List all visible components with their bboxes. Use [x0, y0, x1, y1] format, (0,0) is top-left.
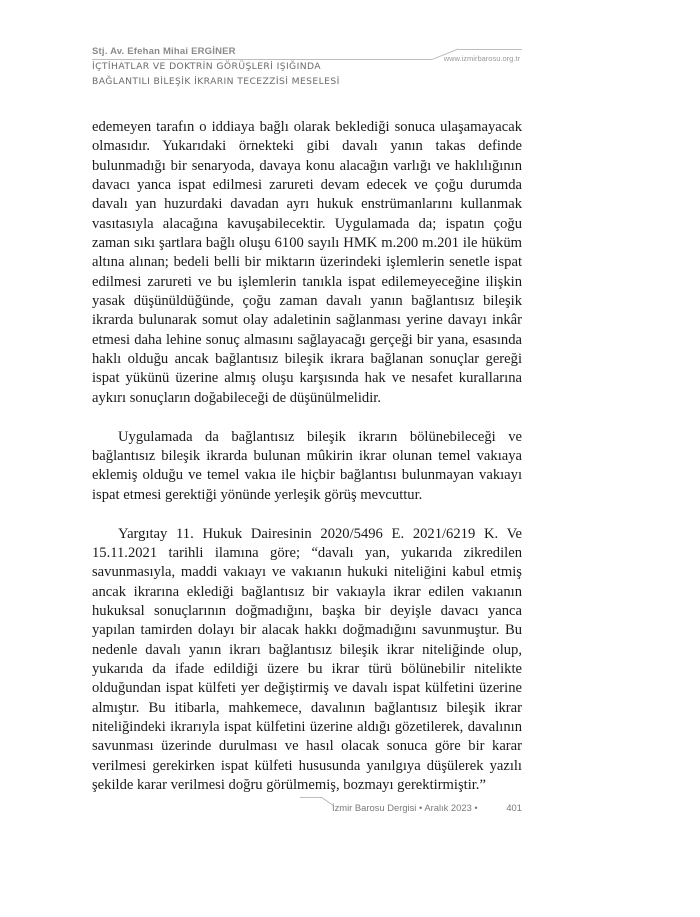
paragraph-court-decision: Yargıtay 11. Hukuk Dairesinin 2020/5496 E. 2021/6219 K. Ve 15.11.2021 tarihli ilamına göre; “davalı yan, yukarıda zikredilen savunmasıyla, maddi vakıayı ve vakıanın hukuki niteliğini kabul etmiş ancak ikrarına eklediği bağlantısız bir vakıayla ikrar edilen vakıanın hukuksal sonuçlarının doğmadığını, başka bir deyişle davacı yanca yapılan tamirden dolayı bir alacak hakkı doğmadığını savunmuştur. Bu nedenle davalı yanın ikrarı bağlantısız bileşik ikrar niteliğinde olup, yukarıda da ifade edildiği üzere bu ikrar türü bölünebilir nitelikte olduğundan ispat külfeti yer değiştirmiş ve davalı ispat külfetini üzerine almıştır. Bu itibarla, mahkemece, davalının bağlantısız bileşik ikrar niteliğindeki ikrarıyla ispat külfetini üzerine aldığı gözetilerek, davalının savunması üzerinde durulması ve hasıl olacak sonuca göre bir karar verilmesi gerekirken ispat külfeti hususunda yanılgıya düşülerek yazılı şekilde karar verilmesi doğru görülmemiş, bozmayı gerektirmiştir.”: [92, 525, 522, 793]
author-surname: ERGİNER: [191, 46, 236, 57]
paragraph-practice: Uygulamada da bağlantısız bileşik ikrarın bölünebileceği ve bağlantısız bileşik ikrarda bulunan mûkirin ikrar olunan temel vakıaya eklemiş olduğu ve temel vakıa ile hiçbir bağlantısı bulunmayan vakıayı ispat etmesi gerektiği yönünde yerleşik görüş mevcuttur.: [92, 428, 522, 503]
header-rule-right: [458, 49, 522, 50]
page-footer: [300, 797, 522, 817]
page-number: 401: [506, 802, 522, 813]
journal-info: İzmir Barosu Dergisi • Aralık 2023 •: [332, 802, 478, 813]
website-url[interactable]: www.izmirbarosu.org.tr: [443, 54, 520, 63]
article-title-line1: İÇTİHATLAR VE DOKTRİN GÖRÜŞLERİ IŞIĞINDA: [92, 61, 321, 72]
author-prefix: Stj. Av. Efehan Mihai: [92, 46, 192, 57]
page-header: [92, 46, 522, 96]
footer-rule: [300, 797, 322, 798]
article-body: [92, 118, 522, 795]
author-name: [92, 46, 236, 57]
article-title-line2: BAĞLANTILI BİLEŞİK İKRARIN TECEZZİSİ MESELESİ: [92, 76, 340, 87]
paragraph-continuation: edemeyen tarafın o iddiaya bağlı olarak beklediği sonuca ulaşamayacak olmasıdır. Yukarıdaki örnekteki gibi davalı yanın takas definde bulunmadığı bir senaryoda, davaya konu alacağın varlığı ve haklılığının davacı yanca ispat edilmesi zarureti devam edecek ve çoğu durumda davalı yan huzurdaki davadan ayrı hukuk enstrümanlarını kullanmak vasıtasıyla alacağına kavuşabilecektir. Uygulamada da; ispatın çoğu zaman sıkı şartlara bağlı oluşu 6100 sayılı HMK m.200 m.201 ile hüküm altına alınan; bedeli belli bir miktarın üzerindeki işlemlerin senetle ispat edilmesi zarureti ve bu işlemlerin tanıkla ispat edilemeyeceğine ilişkin yasak düşünüldüğünde, çoğu zaman davalı yanın bağlantısız bileşik ikrarda bulunarak somut olay adaletinin sağlanması yerine davayı inkâr etmesi daha lehine sonuç almasını sağlayacağı gerçeği bir yana, esasında haklı olduğu ancak bağlantısız bileşik ikrara bağlanan sonuçlar gereği ispat yükünü üzerine almış oluşu karşısında hak ve nesafet kurallarına aykırı sonuçların doğabileceği de düşünülmelidir.: [92, 119, 522, 406]
header-rule: [92, 59, 432, 60]
